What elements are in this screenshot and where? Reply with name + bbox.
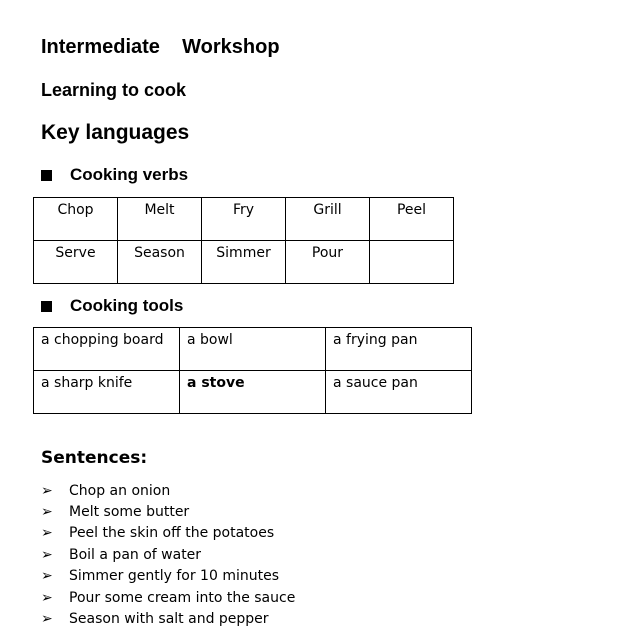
table-cell: a frying pan (326, 328, 472, 371)
sentence-text: Melt some butter (69, 504, 190, 521)
sentence-text: Simmer gently for 10 minutes (69, 568, 279, 585)
square-bullet-icon (41, 301, 52, 312)
list-item (41, 608, 295, 629)
table-cell: Season (118, 241, 202, 284)
table-cell: a bowl (180, 328, 326, 371)
sentences-heading: Sentences: (41, 448, 148, 468)
list-item (41, 566, 295, 587)
table-cell: Simmer (202, 241, 286, 284)
sentence-text: Pour some cream into the sauce (69, 589, 296, 606)
table-cell: Chop (34, 198, 118, 241)
list-item (41, 501, 295, 522)
table-cell: Fry (202, 198, 286, 241)
arrow-bullet-icon: ➢ (41, 589, 53, 606)
square-bullet-icon (41, 170, 52, 181)
table-cell: Serve (34, 241, 118, 284)
page-title: Intermediate Workshop (41, 36, 280, 58)
cooking-verbs-label: Cooking verbs (70, 165, 189, 184)
table-cell: Grill (286, 198, 370, 241)
arrow-bullet-icon: ➢ (41, 504, 53, 521)
list-item (41, 523, 295, 544)
table-cell: Peel (370, 198, 454, 241)
list-item (41, 480, 295, 501)
sentence-text: Peel the skin off the potatoes (69, 525, 275, 542)
arrow-bullet-icon: ➢ (41, 525, 53, 542)
page-subtitle: Learning to cook (41, 80, 187, 100)
key-languages-heading: Key languages (41, 121, 190, 144)
table-row (34, 328, 472, 371)
sentence-text: Chop an onion (69, 482, 171, 499)
list-item (41, 544, 295, 565)
table-cell: a stove (180, 371, 326, 414)
sentences-list (41, 480, 295, 630)
table-row (34, 371, 472, 414)
table-row (34, 241, 454, 284)
sentence-text: Season with salt and pepper (69, 611, 269, 628)
table-row (34, 198, 454, 241)
sentence-text: Boil a pan of water (69, 546, 202, 563)
table-cell: Pour (286, 241, 370, 284)
arrow-bullet-icon: ➢ (41, 611, 53, 628)
cooking-tools-section-heading (41, 296, 183, 316)
arrow-bullet-icon: ➢ (41, 568, 53, 585)
cooking-verbs-table (33, 197, 454, 284)
cooking-verbs-section-heading (41, 165, 188, 185)
arrow-bullet-icon: ➢ (41, 546, 53, 563)
table-cell: a chopping board (34, 328, 180, 371)
list-item (41, 587, 295, 608)
table-cell: Melt (118, 198, 202, 241)
cooking-tools-table (33, 327, 472, 414)
arrow-bullet-icon: ➢ (41, 482, 53, 499)
table-cell: a sharp knife (34, 371, 180, 414)
table-cell: a sauce pan (326, 371, 472, 414)
cooking-tools-label: Cooking tools (70, 296, 184, 315)
table-cell (370, 241, 454, 284)
